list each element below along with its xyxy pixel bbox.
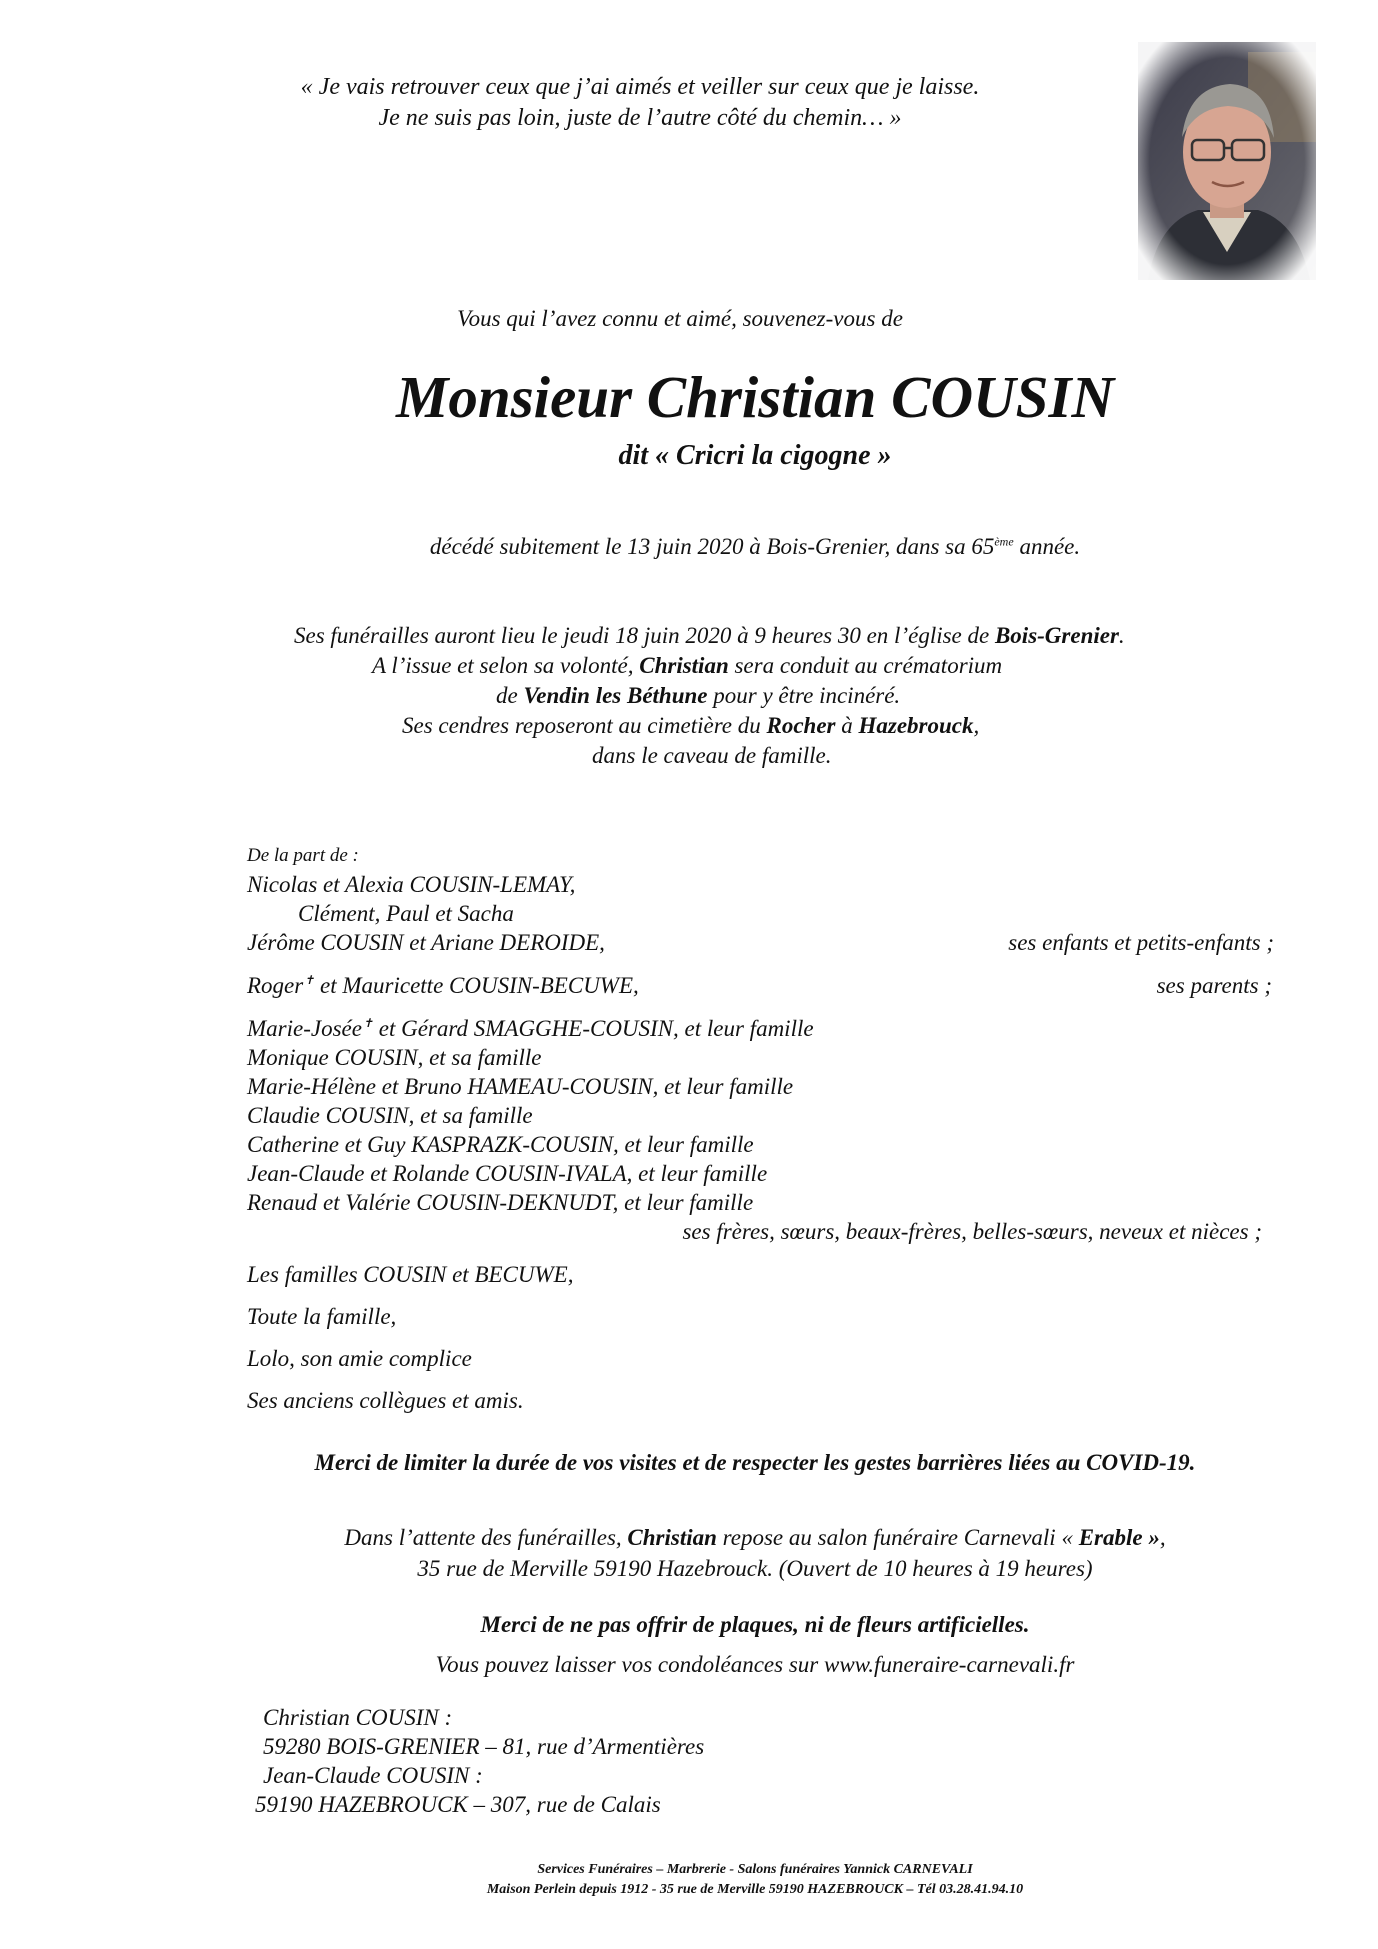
family-label: De la part de : [247, 845, 359, 866]
nickname: dit « Cricri la cigogne » [618, 440, 892, 471]
funeral-line-2 [372, 651, 1002, 681]
others-line: Les familles COUSIN et BECUWE, [247, 1262, 574, 1287]
funeral-line-4 [402, 711, 979, 741]
salon-text: repose au salon funéraire Carnevali « [716, 1525, 1079, 1550]
funeral-text: . [1118, 623, 1125, 648]
cemetery-place: Rocher [766, 713, 836, 738]
parents-relation: ses parents ; [1156, 973, 1272, 998]
funeral-line-1 [294, 621, 1125, 651]
death-tail: année. [1013, 534, 1081, 559]
cross-icon: ✝ [362, 1016, 374, 1031]
address-name-2: Jean-Claude COUSIN : [263, 1763, 483, 1788]
sibling-line-1 [247, 1016, 814, 1042]
death-notice [200, 534, 1310, 560]
address-name-1: Christian COUSIN : [263, 1705, 453, 1730]
address-line-2: 59190 HAZEBROUCK – 307, rue de Calais [255, 1792, 661, 1817]
cross-icon: ✝ [304, 973, 315, 988]
death-text: décédé subitement le 13 juin 2020 à Bois-Grenier, dans sa 65 [429, 534, 995, 559]
first-name: Christian [627, 1525, 717, 1550]
sibling-line: Marie-Hélène et Bruno HAMEAU-COUSIN, et leur famille [247, 1074, 794, 1099]
sister-name: Marie-Josée [247, 1016, 362, 1041]
others-line: Toute la famille, [247, 1304, 397, 1329]
quote-line-2: Je ne suis pas loin, juste de l’autre côté du chemin… » [378, 105, 902, 131]
deceased-name: Monsieur Christian COUSIN [395, 364, 1115, 430]
covid-notice: Merci de limiter la durée de vos visites et de respecter les gestes barrières liées au COVID-19. [314, 1450, 1196, 1475]
death-sup: ème [994, 534, 1014, 549]
salon-text: Dans l’attente des funérailles, [344, 1525, 628, 1550]
church-place: Bois-Grenier [994, 623, 1119, 648]
footer-line-1: Services Funéraires – Marbrerie - Salons funéraires Yannick CARNEVALI [537, 1862, 973, 1877]
others-line: Lolo, son amie complice [247, 1346, 472, 1371]
footer-line-2: Maison Perlein depuis 1912 - 35 rue de Merville 59190 HAZEBROUCK – Tél 03.28.41.94.10 [486, 1882, 1024, 1897]
crematorium-place: Vendin les Béthune [523, 683, 708, 708]
funeral-text: , [973, 713, 980, 738]
sibling-text: et Gérard SMAGGHE-COUSIN, et leur famille [373, 1016, 814, 1041]
cemetery-town: Hazebrouck [858, 713, 974, 738]
children-relation: ses enfants et petits-enfants ; [1008, 930, 1274, 955]
address-line-1: 59280 BOIS-GRENIER – 81, rue d’Armentières [263, 1734, 705, 1759]
father-name: Roger [247, 973, 304, 998]
funeral-text: pour y être incinéré. [707, 683, 901, 708]
sibling-line: Claudie COUSIN, et sa famille [247, 1103, 533, 1128]
funeral-text: de [496, 683, 524, 708]
funeral-text: Ses funérailles auront lieu le jeudi 18 juin 2020 à 9 heures 30 en l’église de [294, 623, 995, 648]
funeral-text: sera conduit au crématorium [728, 653, 1003, 678]
child-line-1: Nicolas et Alexia COUSIN-LEMAY, [247, 872, 576, 897]
quote-line-1: « Je vais retrouver ceux que j’ai aimés et veiller sur ceux que je laisse. [300, 74, 980, 100]
sibling-line: Jean-Claude et Rolande COUSIN-IVALA, et leur famille [247, 1161, 768, 1186]
grandchildren-line: Clément, Paul et Sacha [298, 901, 514, 926]
funeral-text: Ses cendres reposeront au cimetière du [402, 713, 767, 738]
condolences-line: Vous pouvez laisser vos condoléances sur www.funeraire-carnevali.fr [435, 1652, 1075, 1677]
siblings-relation: ses frères, sœurs, beaux-frères, belles-sœurs, neveux et nièces ; [682, 1219, 1262, 1244]
child-line-2: Jérôme COUSIN et Ariane DEROIDE, [247, 930, 605, 955]
funeral-line-5: dans le caveau de famille. [592, 743, 832, 768]
sibling-line: Monique COUSIN, et sa famille [247, 1045, 542, 1070]
salon-notice [200, 1522, 1310, 1584]
funeral-line-3 [496, 681, 900, 711]
salon-room: Erable » [1078, 1525, 1160, 1550]
salon-line-1 [200, 1522, 1310, 1553]
epitaph-quote [200, 72, 1080, 134]
others-line: Ses anciens collègues et amis. [247, 1388, 524, 1413]
intro-line: Vous qui l’avez connu et aimé, souvenez-vous de [457, 306, 903, 331]
sibling-line: Catherine et Guy KASPRAZK-COUSIN, et leur famille [247, 1132, 754, 1157]
parents-text: et Mauricette COUSIN-BECUWE, [314, 973, 639, 998]
parents-line [247, 973, 639, 999]
salon-text: , [1159, 1525, 1166, 1550]
first-name: Christian [639, 653, 729, 678]
funeral-text: à [835, 713, 859, 738]
portrait-photo [1138, 42, 1316, 280]
no-flowers-notice: Merci de ne pas offrir de plaques, ni de fleurs artificielles. [480, 1612, 1030, 1637]
sibling-line: Renaud et Valérie COUSIN-DEKNUDT, et leur famille [247, 1190, 754, 1215]
salon-line-2: 35 rue de Merville 59190 Hazebrouck. (Ouvert de 10 heures à 19 heures) [417, 1556, 1093, 1581]
funeral-text: A l’issue et selon sa volonté, [372, 653, 640, 678]
